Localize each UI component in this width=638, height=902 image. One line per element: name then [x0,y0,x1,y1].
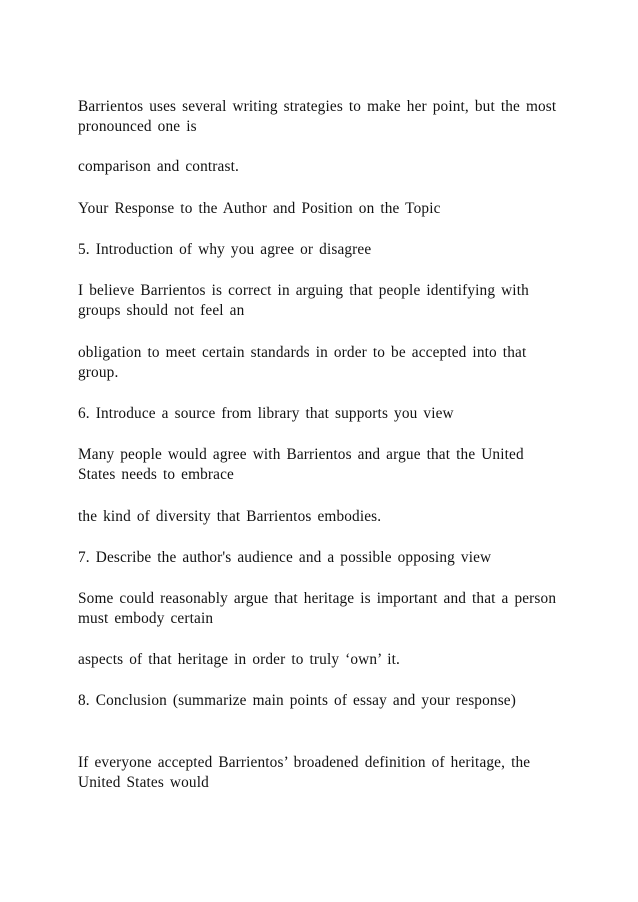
paragraph-conclusion: If everyone accepted Barrientos’ broadened definition of heritage, the United States would [78,754,531,791]
paragraph-obligation: obligation to meet certain standards in order to be accepted into that group. [78,344,527,381]
heading-item-8: 8. Conclusion (summarize main points of essay and your response) [78,692,516,709]
paragraph-diversity: the kind of diversity that Barrientos embodies. [78,508,382,525]
heading-item-5: 5. Introduction of why you agree or disagree [78,241,372,258]
heading-item-6: 6. Introduce a source from library that supports you view [78,405,454,422]
heading-item-7: 7. Describe the author's audience and a possible opposing view [78,549,492,566]
paragraph-heritage-aspects: aspects of that heritage in order to truly ‘own’ it. [78,651,401,668]
paragraph-writing-strategies: Barrientos uses several writing strategies to make her point, but the most pronounced one is [78,98,557,135]
paragraph-comparison-contrast: comparison and contrast. [78,158,239,175]
paragraph-opposing-view: Some could reasonably argue that heritage is important and that a person must embody certain [78,590,557,627]
paragraph-belief: I believe Barrientos is correct in arguing that people identifying with groups should not feel an [78,282,529,319]
section-heading-response: Your Response to the Author and Position on the Topic [78,200,441,217]
paragraph-many-people: Many people would agree with Barrientos and argue that the United States needs to embrace [78,446,524,483]
